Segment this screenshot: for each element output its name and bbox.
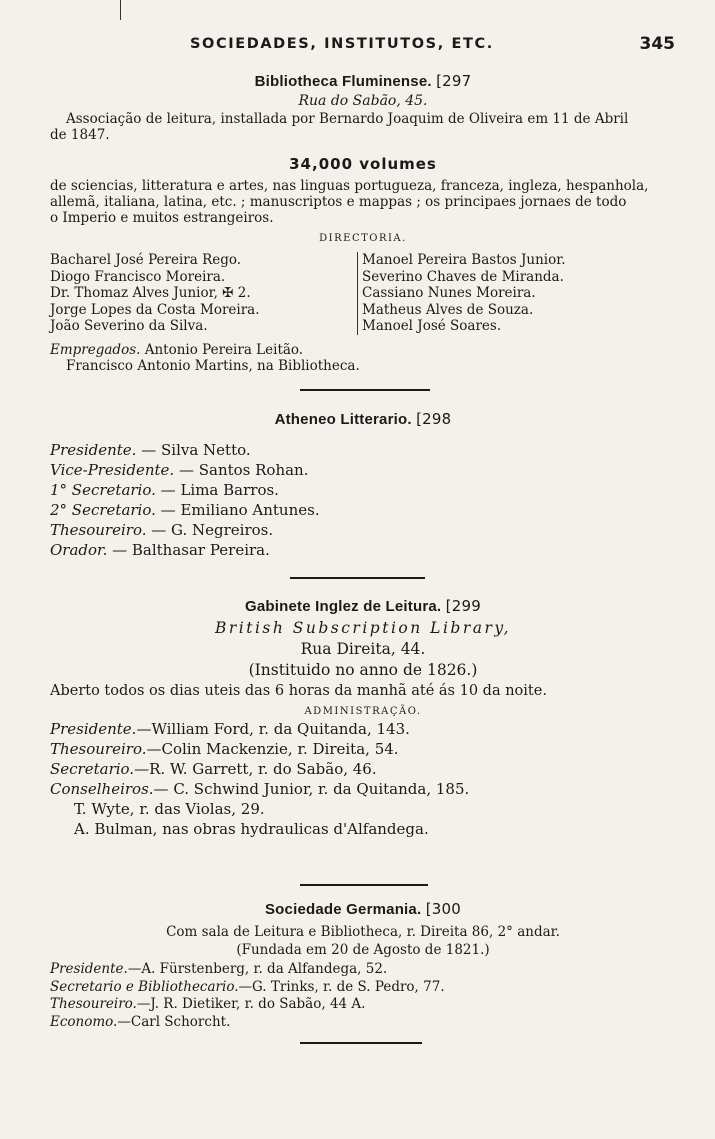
officer-row: Secretario e Bibliothecario.—G. Trinks, r. de S. Pedro, 77. [50,978,445,995]
description-line: o Imperio e muitos estrangeiros. [50,210,274,226]
directoria-label-wrap [50,233,676,244]
running-header [0,36,715,60]
address: Rua Direita, 44. [300,640,426,658]
hours: Aberto todos os dias uteis das 6 horas da manhã até ás 10 da noite. [50,683,547,699]
employees-label: Empregados. [50,342,141,358]
section-germania [50,900,676,1031]
directoria-right-column [357,252,682,335]
section-divider [300,884,428,886]
directoria-list [0,252,715,342]
section-ref: [298 [416,410,452,428]
section-divider [290,577,425,579]
description: Com sala de Leitura e Bibliotheca, r. Direita 86, 2° andar. [166,924,560,940]
section-ref: [299 [445,597,481,615]
officer-row: Orador. — Balthasar Pereira. [50,541,270,559]
officer-row: Presidente.—A. Fürstenberg, r. da Alfandega, 52. [50,961,388,977]
officer-row: 2° Secretario. — Emiliano Antunes. [50,501,320,519]
officer-row: Secretario.—R. W. Garrett, r. do Sabão, 46. [50,760,377,778]
volumes-heading-wrap [50,155,676,173]
officer-row: Presidente.—William Ford, r. da Quitanda, 143. [50,720,410,738]
member-name: Matheus Alves de Souza. [362,301,534,318]
description-line: allemã, italiana, latina, etc. ; manuscriptos e mappas ; os principaes jornaes de todo [50,194,627,210]
section-title: Gabinete Inglez de Leitura. [299 [245,597,481,615]
officer-row: Presidente. — Silva Netto. [50,441,251,459]
founded: (Fundada em 20 de Agosto de 1821.) [236,941,490,958]
member-name: Bacharel José Pereira Rego. [50,252,242,268]
section-title: Bibliotheca Fluminense. [297 [254,72,472,90]
founded: (Instituido no anno de 1826.) [248,661,478,679]
employees-line: Francisco Antonio Martins, na Bibliotheca. [66,358,360,374]
officer-row: Conselheiros.— C. Schwind Junior, r. da Quitanda, 185. [50,780,470,798]
officer-row: Thesoureiro.—J. R. Dietiker, r. do Sabão, 44 A. [50,996,366,1012]
employees-line: Empregados. Antonio Pereira Leitão. [50,342,304,358]
member-name: João Severino da Silva. [50,318,208,334]
employees [50,342,676,374]
section-title: Sociedade Germania. [300 [264,900,462,918]
volumes-description [50,178,676,226]
officer-row: Economo.—Carl Schorcht. [50,1013,231,1030]
officer-list [50,440,676,560]
page-number: 345 [639,34,675,54]
officer-row: T. Wyte, r. das Violas, 29. [74,800,265,818]
officer-list [50,961,676,1031]
section-atheneo [50,410,676,560]
volumes-heading: 34,000 volumes [289,155,437,173]
officer-row: A. Bulman, nas obras hydraulicas d'Alfandega. [74,820,429,838]
admin-label: ADMINISTRAÇÃO. [304,706,422,717]
officer-list [50,719,676,839]
description-line: Associação de leitura, installada por Bernardo Joaquim de Oliveira em 11 de Abril [66,111,629,127]
officer-row: Thesoureiro.—Colin Mackenzie, r. Direita, 54. [50,740,399,758]
directoria-left-column [50,252,350,335]
section-divider [300,389,430,391]
section-ref: [300 [425,900,462,918]
member-name: Cassiano Nunes Moreira. [362,285,536,301]
description-line: de 1847. [50,127,110,143]
member-name: Manoel José Soares. [362,318,502,334]
member-name: Manoel Pereira Bastos Junior. [362,252,566,268]
section-title: Atheneo Litterario. [298 [274,410,452,428]
member-name: Dr. Thomaz Alves Junior, ✠ 2. [50,285,251,301]
description-line: de sciencias, litteratura e artes, nas linguas portugueza, franceza, ingleza, hespanhola, [50,178,649,194]
address: Rua do Sabão, 45. [298,93,428,109]
header-title: SOCIEDADES, INSTITUTOS, ETC. [190,36,494,52]
member-name: Jorge Lopes da Costa Moreira. [50,301,260,318]
officer-row: Vice-Presidente. — Santos Rohan. [50,461,309,479]
officer-row: Thesoureiro. — G. Negreiros. [50,521,274,539]
directoria-label: DIRECTORIA. [319,233,407,244]
section-divider [300,1042,422,1044]
officer-row: 1° Secretario. — Lima Barros. [50,481,279,499]
section-bibliotheca [50,72,676,143]
member-name: Diogo Francisco Moreira. [50,268,226,285]
section-ref: [297 [436,72,472,90]
margin-mark [120,0,121,20]
subtitle: British Subscription Library, [214,619,512,637]
section-gabinete [50,597,676,839]
member-name: Severino Chaves de Miranda. [362,268,564,285]
